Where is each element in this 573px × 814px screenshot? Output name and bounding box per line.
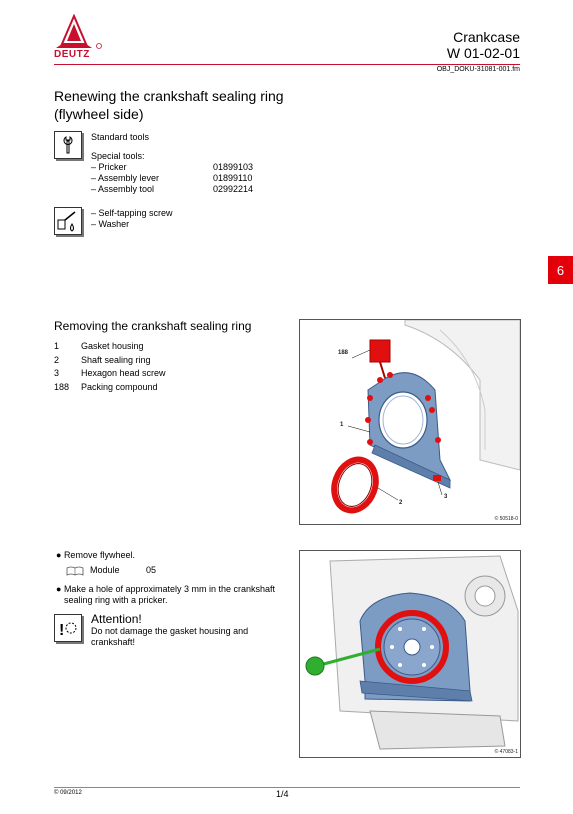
attention-title: Attention!: [91, 612, 142, 626]
book-icon: [66, 566, 84, 576]
list-item: 3 Hexagon head screw: [54, 368, 166, 378]
consumables-icon: [54, 207, 82, 235]
legend-list: [54, 340, 166, 394]
header-filename: OBJ_DOKU-31081-001.fm: [436, 66, 520, 73]
wrench-icon: [54, 131, 82, 159]
header-code: W 01-02-01: [446, 45, 520, 61]
page-number: 1/4: [276, 789, 289, 799]
svg-text:!: !: [59, 622, 65, 639]
header-title: Crankcase: [453, 29, 520, 45]
list-item: 188 Packing compound: [54, 381, 158, 392]
step-remove-flywheel: ● Remove flywheel.: [56, 550, 135, 560]
tool-row: – Assembly tool 02992214: [91, 184, 254, 194]
tool-row: – Pricker 01899103: [91, 162, 254, 172]
footer-rule: [54, 787, 520, 788]
footer-date: © 09/2012: [54, 790, 82, 796]
list-item: – Self-tapping screw: [91, 208, 173, 218]
figure-exploded-seal: [299, 319, 521, 525]
page-title: Renewing the crankshaft sealing ring (flywheel side): [54, 88, 284, 122]
standard-tools-label: Standard tools: [91, 132, 150, 142]
figure-label: 2: [399, 500, 403, 506]
section-title: Removing the crankshaft sealing ring: [54, 319, 252, 333]
attention-icon: [54, 614, 82, 642]
attention-text: Do not damage the gasket housing and crankshaft!: [91, 626, 249, 647]
figure-label: 188: [338, 350, 349, 356]
special-tools-list: [91, 162, 291, 195]
special-tools-label: Special tools:: [91, 151, 145, 161]
figure-label: 1: [340, 422, 344, 428]
consumables-list: [91, 208, 173, 230]
figure-pricker-hole: [299, 550, 521, 758]
module-reference: Module 05: [66, 565, 156, 576]
step-make-hole: ● Make a hole of approximately 3 mm in the crankshaft sealing ring with a pricker.: [56, 584, 276, 605]
tool-row: – Assembly lever 01899110: [91, 173, 253, 183]
list-item: 2 Shaft sealing ring: [54, 354, 151, 365]
header-rule: [54, 64, 520, 65]
figure-label: 3: [444, 494, 448, 500]
list-item: 1 Gasket housing: [54, 341, 144, 351]
chapter-tab: 6: [548, 256, 573, 284]
figure-caption: © 47083-1: [494, 749, 518, 755]
figure-caption: © 50518-0: [494, 516, 518, 522]
list-item: – Washer: [91, 219, 130, 229]
logo-text: DEUTZ: [54, 49, 90, 60]
